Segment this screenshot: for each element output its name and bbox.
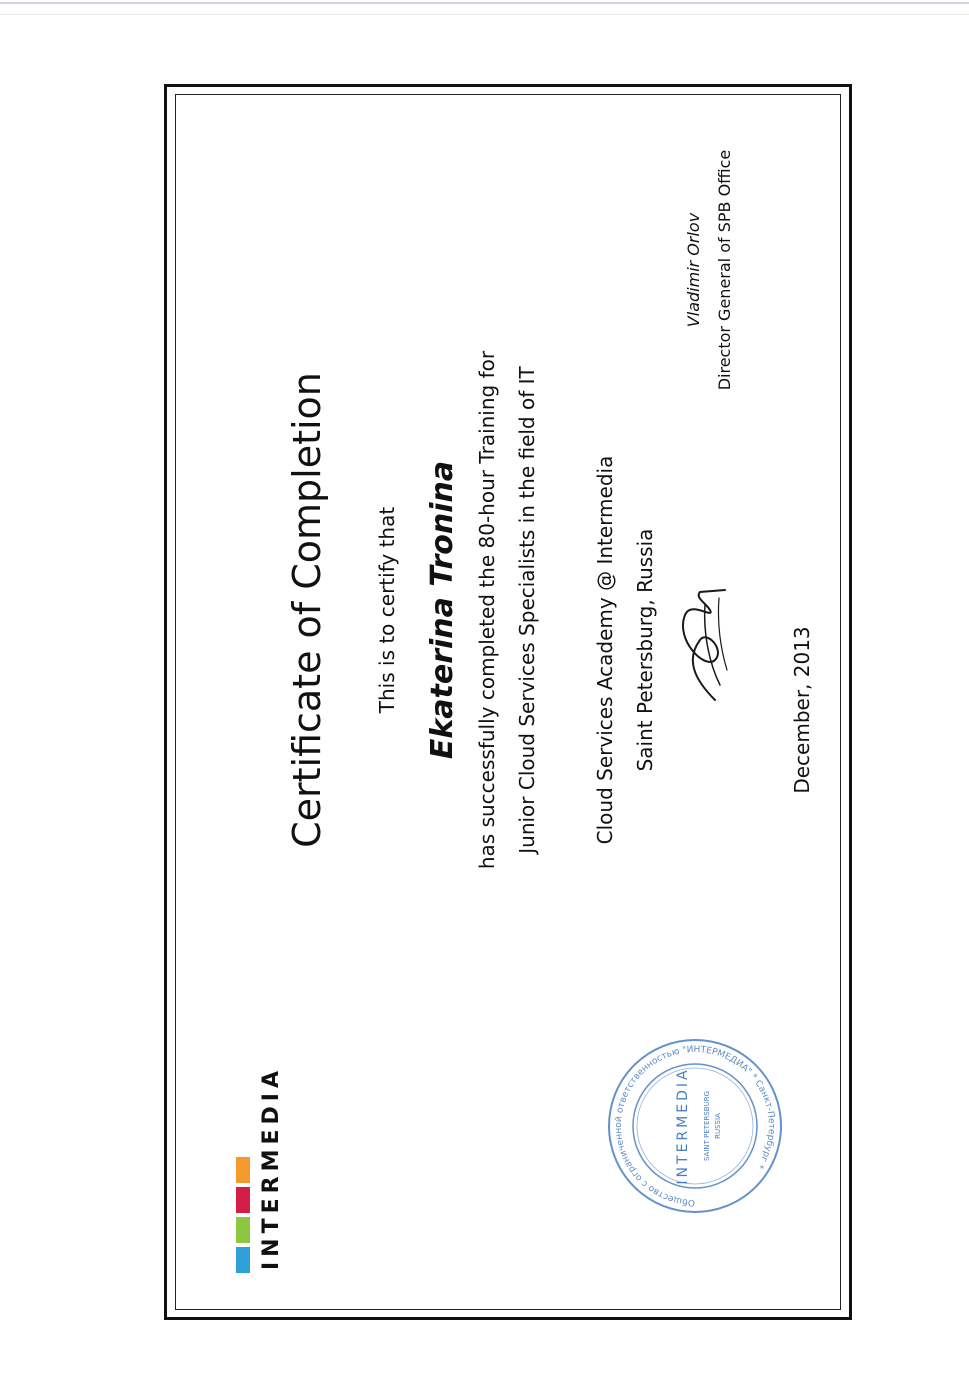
company-seal-stamp <box>605 1036 785 1216</box>
certify-line: This is to certify that <box>375 506 399 714</box>
issue-date: December, 2013 <box>790 626 814 794</box>
stamp-center-city: SAINT PETERSBURG <box>703 1090 711 1162</box>
recipient-name: Ekaterina Tronina <box>425 460 460 760</box>
logo-bar-blue <box>236 1247 250 1273</box>
scan-edge-line-faint <box>0 14 969 15</box>
stamp-ring-text: Общество с ограниченной ответственностью "ИНТЕРМЕДИА" * Санкт-Петербург * <box>613 1044 777 1208</box>
certificate-title: Certificate of Completion <box>285 372 329 848</box>
certificate-content <box>175 94 841 1310</box>
signatory-position: Director General of SPB Office <box>715 149 734 391</box>
svg-text:Общество с ограниченной ответс <box>614 1045 776 1207</box>
stamp-center-brand: INTERMEDIA <box>675 1067 691 1185</box>
logo-bar-orange <box>236 1157 250 1183</box>
signatory-name: Vladimir Orlov <box>684 212 703 328</box>
logo-bar-green <box>236 1217 250 1243</box>
location-line: Saint Petersburg, Russia <box>633 528 657 772</box>
completion-line-1: has successfully completed the 80-hour Training for <box>475 350 499 870</box>
academy-line: Cloud Services Academy @ Intermedia <box>593 455 617 845</box>
stamp-center-country: RUSSIA <box>714 1113 722 1139</box>
handwritten-signature <box>655 580 745 710</box>
completion-line-2: Junior Cloud Services Specialists in the field of IT <box>515 366 539 854</box>
scan-edge-line <box>0 2 969 4</box>
logo-bar-red <box>236 1187 250 1213</box>
logo-wordmark: INTERMEDIA <box>259 1066 284 1270</box>
